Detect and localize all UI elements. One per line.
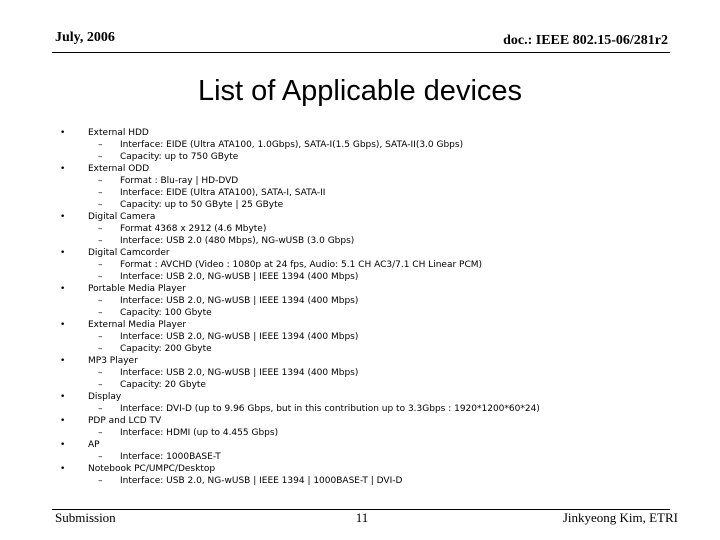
header-divider bbox=[52, 52, 670, 53]
sub-item bbox=[60, 343, 680, 355]
list-item-label: Digital Camcorder bbox=[88, 248, 170, 258]
bullet-icon: • bbox=[60, 440, 66, 450]
list-item-label: External Media Player bbox=[88, 320, 187, 330]
bullet-icon: • bbox=[60, 464, 66, 474]
list-item-label: AP bbox=[88, 440, 100, 450]
sub-item-text: Capacity: up to 750 GByte bbox=[120, 152, 239, 162]
dash-icon: – bbox=[98, 236, 103, 246]
sub-item-text: Interface: DVI-D (up to 9.96 Gbps, but in this contribution up to 3.3Gbps : 1920*1200*60*24) bbox=[120, 404, 540, 414]
bullet-icon: • bbox=[60, 284, 66, 294]
list-item-label: MP3 Player bbox=[88, 356, 138, 366]
sub-item-text: Interface: USB 2.0, NG-wUSB | IEEE 1394 (400 Mbps) bbox=[120, 272, 359, 282]
sub-item-text: Format 4368 x 2912 (4.6 Mbyte) bbox=[120, 224, 267, 234]
list-item-label: Digital Camera bbox=[88, 212, 156, 222]
page-number: 11 bbox=[355, 510, 369, 525]
list-item-label: PDP and LCD TV bbox=[88, 416, 162, 426]
bullet-icon: • bbox=[60, 164, 66, 174]
dash-icon: – bbox=[98, 200, 103, 210]
sub-item bbox=[60, 331, 680, 343]
list-item bbox=[60, 463, 680, 487]
sub-item-text: Interface: USB 2.0, NG-wUSB | IEEE 1394 (400 Mbps) bbox=[120, 368, 359, 378]
sub-item-text: Capacity: up to 50 GByte | 25 GByte bbox=[120, 200, 284, 210]
footer-submission: Submission bbox=[55, 510, 116, 525]
sub-item-text: Interface: 1000BASE-T bbox=[120, 452, 221, 462]
list-item bbox=[60, 163, 680, 211]
bullet-icon: • bbox=[60, 212, 66, 222]
sub-item-text: Format : Blu-ray | HD-DVD bbox=[120, 176, 239, 186]
dash-icon: – bbox=[98, 344, 103, 354]
dash-icon: – bbox=[98, 188, 103, 198]
sub-item-text: Interface: EIDE (Ultra ATA100), SATA-I, SATA-II bbox=[120, 188, 326, 198]
sub-item bbox=[60, 427, 680, 439]
bullet-icon: • bbox=[60, 320, 66, 330]
header-doc-id: doc.: IEEE 802.15-06/281r2 bbox=[503, 33, 668, 48]
bullet-icon: • bbox=[60, 356, 66, 366]
sub-item bbox=[60, 403, 680, 415]
dash-icon: – bbox=[98, 308, 103, 318]
sub-item bbox=[60, 223, 680, 235]
dash-icon: – bbox=[98, 476, 103, 486]
sub-item-text: Interface: USB 2.0, NG-wUSB | IEEE 1394 (400 Mbps) bbox=[120, 332, 359, 342]
dash-icon: – bbox=[98, 332, 103, 342]
bullet-icon: • bbox=[60, 416, 66, 426]
dash-icon: – bbox=[98, 140, 103, 150]
dash-icon: – bbox=[98, 224, 103, 234]
sub-item-text: Capacity: 200 Gbyte bbox=[120, 344, 212, 354]
sub-item bbox=[60, 259, 680, 271]
bullet-icon: • bbox=[60, 128, 66, 138]
sub-item bbox=[60, 307, 680, 319]
list-item bbox=[60, 415, 680, 439]
sub-item bbox=[60, 235, 680, 247]
list-item bbox=[60, 283, 680, 319]
dash-icon: – bbox=[98, 152, 103, 162]
dash-icon: – bbox=[98, 260, 103, 270]
dash-icon: – bbox=[98, 380, 103, 390]
sub-item bbox=[60, 199, 680, 211]
footer-author: Jinkyeong Kim, ETRI bbox=[562, 510, 678, 525]
sub-item-text: Interface: USB 2.0 (480 Mbps), NG-wUSB (3.0 Gbps) bbox=[120, 236, 355, 246]
list-item bbox=[60, 391, 680, 415]
sub-item bbox=[60, 451, 680, 463]
sub-item-text: Capacity: 20 Gbyte bbox=[120, 380, 206, 390]
list-item-label: External HDD bbox=[88, 128, 149, 138]
dash-icon: – bbox=[98, 272, 103, 282]
sub-item bbox=[60, 175, 680, 187]
list-item-label: Portable Media Player bbox=[88, 284, 186, 294]
list-item bbox=[60, 439, 680, 463]
device-list bbox=[60, 127, 680, 487]
sub-item bbox=[60, 475, 680, 487]
list-item-label: Display bbox=[88, 392, 122, 402]
sub-item bbox=[60, 187, 680, 199]
dash-icon: – bbox=[98, 176, 103, 186]
sub-item bbox=[60, 151, 680, 163]
list-item bbox=[60, 355, 680, 391]
bullet-icon: • bbox=[60, 392, 66, 402]
sub-item bbox=[60, 271, 680, 283]
sub-item-text: Capacity: 100 Gbyte bbox=[120, 308, 212, 318]
list-item-label: External ODD bbox=[88, 164, 150, 174]
dash-icon: – bbox=[98, 428, 103, 438]
sub-item-text: Interface: USB 2.0, NG-wUSB | IEEE 1394 | 1000BASE-T | DVI-D bbox=[120, 476, 403, 486]
sub-item bbox=[60, 367, 680, 379]
bullet-icon: • bbox=[60, 248, 66, 258]
dash-icon: – bbox=[98, 296, 103, 306]
dash-icon: – bbox=[98, 452, 103, 462]
sub-item-text: Interface: HDMI (up to 4.455 Gbps) bbox=[120, 428, 279, 438]
list-item bbox=[60, 247, 680, 283]
sub-item-text: Interface: EIDE (Ultra ATA100, 1.0Gbps), SATA-I(1.5 Gbps), SATA-II(3.0 Gbps) bbox=[120, 140, 464, 150]
sub-item bbox=[60, 295, 680, 307]
header-date: July, 2006 bbox=[55, 30, 115, 45]
list-item bbox=[60, 211, 680, 247]
dash-icon: – bbox=[98, 404, 103, 414]
slide-title: List of Applicable devices bbox=[197, 75, 523, 107]
sub-item bbox=[60, 139, 680, 151]
sub-item bbox=[60, 379, 680, 391]
list-item bbox=[60, 319, 680, 355]
dash-icon: – bbox=[98, 368, 103, 378]
sub-item-text: Interface: USB 2.0, NG-wUSB | IEEE 1394 (400 Mbps) bbox=[120, 296, 359, 306]
sub-item-text: Format : AVCHD (Video : 1080p at 24 fps, Audio: 5.1 CH AC3/7.1 CH Linear PCM) bbox=[120, 260, 483, 270]
list-item bbox=[60, 127, 680, 163]
list-item-label: Notebook PC/UMPC/Desktop bbox=[88, 464, 216, 474]
